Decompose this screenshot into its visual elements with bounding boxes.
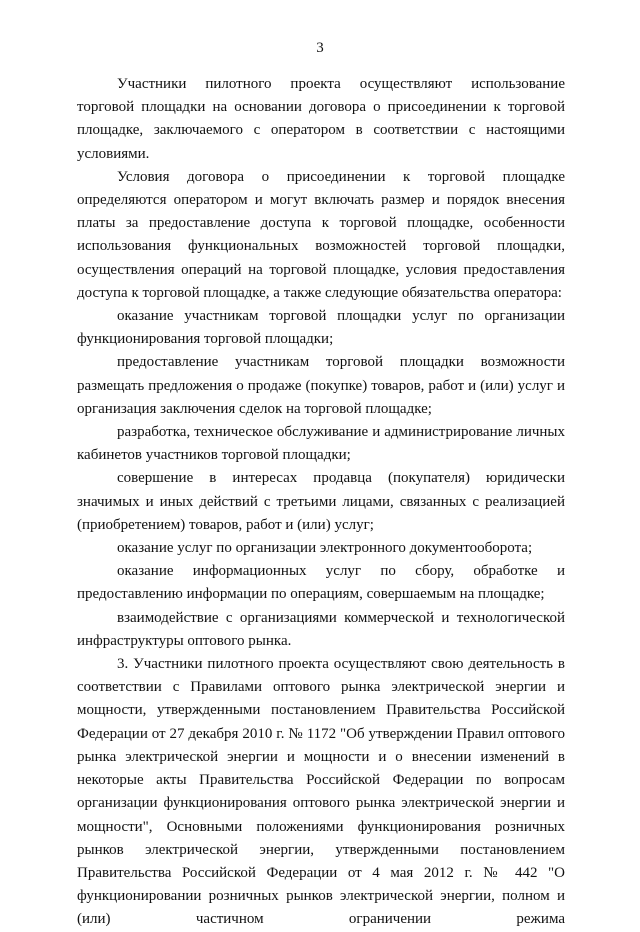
paragraph-contract-terms: Условия договора о присоединении к торговой площадке определяются оператором и могут включать размер и порядок внесения платы за предоставление доступа к торговой площадке, особенности использования функциональных возможностей торговой площадки, осуществления операций на торговой площадке, условия предоставления доступа к торговой площадке, а также следующие обязательства оператора: xyxy=(77,168,565,301)
paragraph-obligation-cabinets: разработка, техническое обслуживание и администрирование личных кабинетов участников торговой площадки; xyxy=(77,424,565,464)
document-body xyxy=(77,73,565,932)
paragraph-obligation-edo: оказание услуг по организации электронного документооборота; xyxy=(117,540,533,557)
paragraph-obligation-legal-actions: совершение в интересах продавца (покупателя) юридически значимых и иных действий с третьими лицами, связанных с реализацией (приобретением) товаров, работ и (или) услуг; xyxy=(77,470,565,533)
paragraph-obligation-offers: предоставление участникам торговой площадки возможности размещать предложения о продаже (покупке) товаров, работ и (или) услуг и организация заключения сделок на торговой площадке; xyxy=(77,354,565,417)
paragraph-obligation-info-services: оказание информационных услуг по сбору, обработке и предоставлению информации по операциям, совершаемым на площадке; xyxy=(77,563,565,603)
paragraph-usage-basis: Участники пилотного проекта осуществляют использование торговой площадки на основании договора о присоединении к торговой площадке, заключаемого с оператором в соответствии с настоящими условиями. xyxy=(77,76,565,162)
paragraph-section-3: 3. Участники пилотного проекта осуществляют свою деятельность в соответствии с Правилами оптового рынка электрической энергии и мощности, утвержденными постановлением Правительства Российской Федерации от 27 декабря 2010 г. № 1172 "Об утверждении Правил оптового рынка электрической энергии и мощности и о внесении изменений в некоторые акты Правительства Российской Федерации по вопросам организации функционирования оптового рынка электрической энергии и мощности", Основными положениями функционирования розничных рынков электрической энергии, утвержденными постановлением Правительства Российской Федерации от 4 мая 2012 г. № 442 "О функционировании розничных рынков электрической энергии, полном и (или) частичном ограничении режима xyxy=(77,656,565,928)
page-number: 3 xyxy=(316,40,324,56)
paragraph-obligation-infrastructure: взаимодействие с организациями коммерческой и технологической инфраструктуры оптового рынка. xyxy=(77,609,565,649)
paragraph-obligation-services: оказание участникам торговой площадки услуг по организации функционирования торговой площадки; xyxy=(77,308,565,348)
